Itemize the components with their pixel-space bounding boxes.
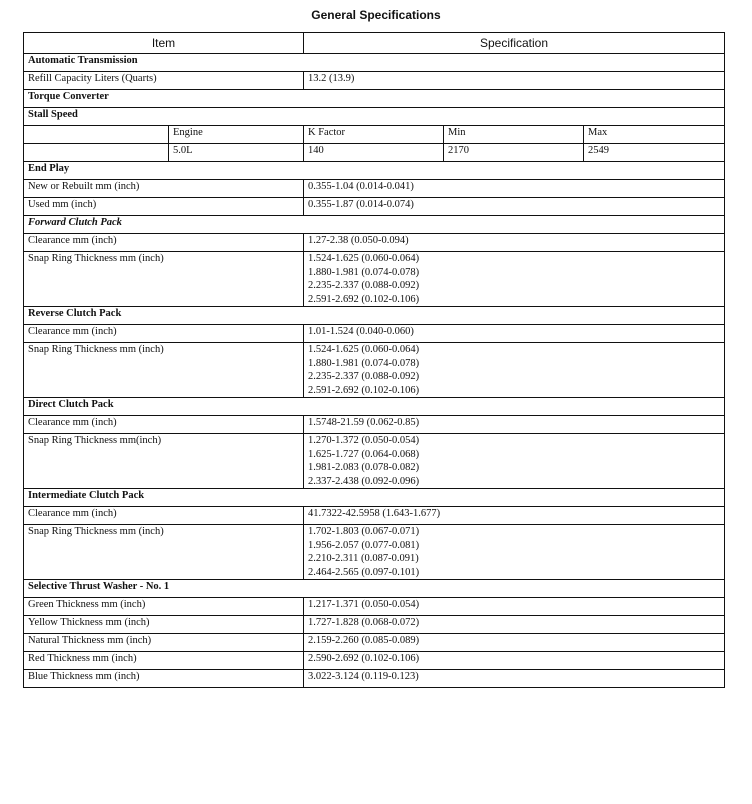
row-value: 0.355-1.04 (0.014-0.041) <box>304 180 725 198</box>
snap-value: 2.235-2.337 (0.088-0.092) <box>308 280 420 291</box>
row-value: 1.01-1.524 (0.040-0.060) <box>304 325 725 343</box>
stall-header-engine: Engine <box>169 126 304 144</box>
section-row <box>24 162 725 180</box>
snap-value: 2.591-2.692 (0.102-0.106) <box>308 293 420 305</box>
row-label: New or Rebuilt mm (inch) <box>24 180 304 198</box>
table-row <box>24 434 725 489</box>
section-direct-clutch: Direct Clutch Pack <box>24 398 725 416</box>
row-label: Red Thickness mm (inch) <box>24 652 304 670</box>
snap-value: 2.210-2.311 (0.087-0.091) <box>308 553 419 564</box>
snap-value: 2.591-2.692 (0.102-0.106) <box>308 384 420 396</box>
section-torque-converter: Torque Converter <box>24 90 725 108</box>
section-forward-clutch: Forward Clutch Pack <box>24 216 725 234</box>
stall-spacer <box>24 126 169 144</box>
section-row <box>24 90 725 108</box>
row-label: Snap Ring Thickness mm (inch) <box>24 525 304 580</box>
row-label: Green Thickness mm (inch) <box>24 598 304 616</box>
row-label: Snap Ring Thickness mm (inch) <box>24 252 304 307</box>
row-label: Clearance mm (inch) <box>24 234 304 252</box>
snap-value: 1.524-1.625 (0.060-0.064) <box>308 253 420 264</box>
table-row <box>24 507 725 525</box>
row-label: Clearance mm (inch) <box>24 325 304 343</box>
table-row <box>24 670 725 688</box>
stall-value-min: 2170 <box>444 144 584 162</box>
snap-value: 1.270-1.372 (0.050-0.054) <box>308 435 420 446</box>
table-row <box>24 525 725 580</box>
table-row <box>24 325 725 343</box>
row-label: Natural Thickness mm (inch) <box>24 634 304 652</box>
row-value-list <box>304 434 725 489</box>
row-value: 1.27-2.38 (0.050-0.094) <box>304 234 725 252</box>
row-label: Yellow Thickness mm (inch) <box>24 616 304 634</box>
section-auto-transmission: Automatic Transmission <box>24 54 725 72</box>
row-value: 13.2 (13.9) <box>304 72 725 90</box>
row-label: Snap Ring Thickness mm (inch) <box>24 343 304 398</box>
table-row <box>24 416 725 434</box>
row-value: 2.590-2.692 (0.102-0.106) <box>304 652 725 670</box>
snap-value: 1.956-2.057 (0.077-0.081) <box>308 539 420 551</box>
snap-value: 1.981-2.083 (0.078-0.082) <box>308 462 420 473</box>
snap-value: 1.702-1.803 (0.067-0.071) <box>308 526 420 537</box>
snap-value: 2.464-2.565 (0.097-0.101) <box>308 566 420 578</box>
page-title: General Specifications <box>311 8 441 22</box>
row-value-list <box>304 343 725 398</box>
table-row <box>24 252 725 307</box>
row-value: 3.022-3.124 (0.119-0.123) <box>304 670 725 688</box>
snap-value: 1.524-1.625 (0.060-0.064) <box>308 344 420 355</box>
table-row <box>24 72 725 90</box>
header-row <box>24 33 725 54</box>
row-label: Clearance mm (inch) <box>24 416 304 434</box>
stall-header-max: Max <box>584 126 725 144</box>
row-value: 0.355-1.87 (0.014-0.074) <box>304 198 725 216</box>
table-row <box>24 343 725 398</box>
table-row <box>24 616 725 634</box>
section-stall-speed: Stall Speed <box>24 108 725 126</box>
snap-value: 1.880-1.981 (0.074-0.078) <box>308 357 420 369</box>
row-value-list <box>304 525 725 580</box>
row-label: Refill Capacity Liters (Quarts) <box>24 72 304 90</box>
section-row <box>24 108 725 126</box>
snap-value: 2.235-2.337 (0.088-0.092) <box>308 371 420 382</box>
section-row <box>24 580 725 598</box>
section-thrust-washer: Selective Thrust Washer - No. 1 <box>24 580 725 598</box>
snap-value: 1.625-1.727 (0.064-0.068) <box>308 448 420 460</box>
row-value: 1.5748-21.59 (0.062-0.85) <box>304 416 725 434</box>
stall-value-kfactor: 140 <box>304 144 444 162</box>
stall-spacer <box>24 144 169 162</box>
section-row <box>24 54 725 72</box>
row-label: Blue Thickness mm (inch) <box>24 670 304 688</box>
section-row <box>24 398 725 416</box>
table-row <box>24 598 725 616</box>
stall-header-kfactor: K Factor <box>304 126 444 144</box>
header-specification: Specification <box>304 33 725 54</box>
section-intermediate-clutch: Intermediate Clutch Pack <box>24 489 725 507</box>
row-value: 2.159-2.260 (0.085-0.089) <box>304 634 725 652</box>
row-label: Used mm (inch) <box>24 198 304 216</box>
table-row <box>24 634 725 652</box>
stall-value-engine: 5.0L <box>169 144 304 162</box>
stall-header-row <box>24 126 725 144</box>
section-row <box>24 216 725 234</box>
header-item: Item <box>24 33 304 54</box>
table-row <box>24 198 725 216</box>
table-row <box>24 180 725 198</box>
row-value: 1.217-1.371 (0.050-0.054) <box>304 598 725 616</box>
row-value-list <box>304 252 725 307</box>
row-value: 41.7322-42.5958 (1.643-1.677) <box>304 507 725 525</box>
spec-table <box>23 32 725 688</box>
stall-value-max: 2549 <box>584 144 725 162</box>
row-label: Clearance mm (inch) <box>24 507 304 525</box>
snap-value: 1.880-1.981 (0.074-0.078) <box>308 266 420 278</box>
section-reverse-clutch: Reverse Clutch Pack <box>24 307 725 325</box>
row-label: Snap Ring Thickness mm(inch) <box>24 434 304 489</box>
stall-value-row <box>24 144 725 162</box>
section-end-play: End Play <box>24 162 725 180</box>
table-row <box>24 234 725 252</box>
stall-header-min: Min <box>444 126 584 144</box>
section-row <box>24 489 725 507</box>
section-row <box>24 307 725 325</box>
snap-value: 2.337-2.438 (0.092-0.096) <box>308 475 420 487</box>
row-value: 1.727-1.828 (0.068-0.072) <box>304 616 725 634</box>
table-row <box>24 652 725 670</box>
